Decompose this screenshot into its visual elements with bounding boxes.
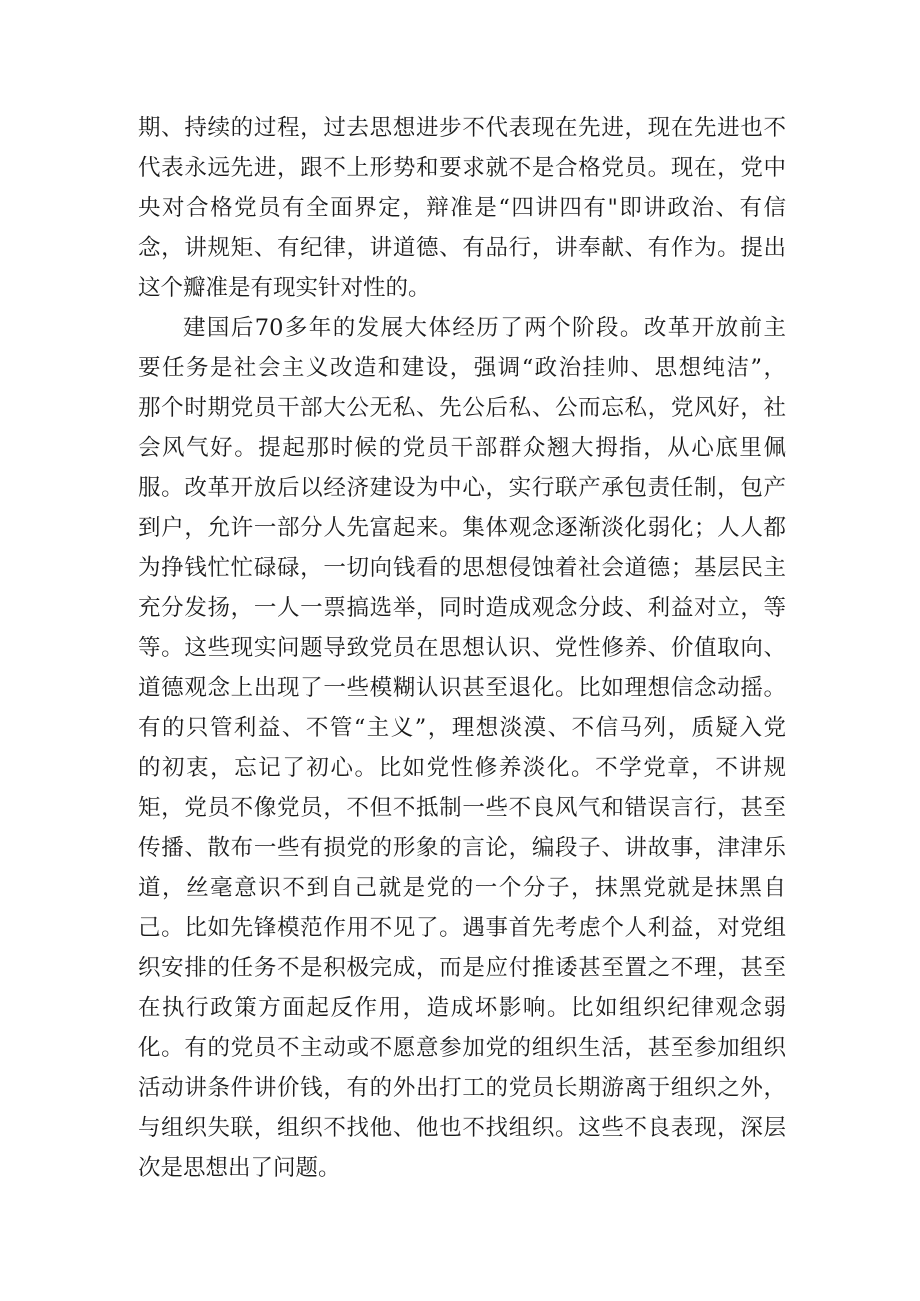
paragraph-1 (138, 108, 786, 308)
text-line: 建国后70多年的发展大体经历了两个阶段。改革开放前主 (183, 315, 786, 341)
text-line: 的初衷，忘记了初心。比如党性修养淡化。不学党章，不讲规 (138, 755, 786, 781)
text-line: 要任务是社会主义改造和建设，强调“政治挂帅、思想纯洁”， (138, 355, 786, 381)
text-line: 有的只管利益、不管“主义”，理想淡漠、不信马列，质疑入党 (138, 715, 786, 741)
text-line: 矩，党员不像党员，不但不抵制一些不良风气和错误言行，甚至 (138, 795, 786, 821)
text-line: 与组织失联，组织不找他、他也不找组织。这些不良表现，深层 (138, 1115, 786, 1141)
text-line: 道，丝毫意识不到自己就是党的一个分子，抹黑党就是抹黑自 (138, 875, 786, 901)
text-line: 化。有的党员不主动或不愿意参加党的组织生活，甚至参加组织 (138, 1035, 786, 1061)
text-line: 期、持续的过程，过去思想进步不代表现在先进，现在先进也不 (138, 115, 786, 141)
paragraph-2 (138, 308, 786, 1188)
text-line: 这个瓣准是有现实针对性的。 (138, 275, 431, 301)
text-line: 会风气好。提起那时候的党员干部群众翘大拇指，从心底里佩 (138, 435, 786, 461)
text-line: 念，讲规矩、有纪律，讲道德、有品行，讲奉献、有作为。提出 (138, 235, 786, 261)
text-line: 代表永远先进，跟不上形势和要求就不是合格党员。现在，党中 (138, 155, 786, 181)
text-line: 次是思想出了问题。 (138, 1155, 341, 1181)
text-line: 等。这些现实问题导致党员在思想认识、党性修养、价值取向、 (138, 635, 786, 661)
text-line: 服。改革开放后以经济建设为中心，实行联产承包责任制，包产 (138, 475, 786, 501)
text-line: 央对合格党员有全面界定，辩准是“四讲四有"即讲政治、有信 (138, 195, 786, 221)
text-line: 为挣钱忙忙碌碌，一切向钱看的思想侵蚀着社会道德；基层民主 (138, 555, 786, 581)
text-line: 在执行政策方面起反作用，造成坏影响。比如组织纪律观念弱 (138, 995, 786, 1021)
text-line: 到户，允许一部分人先富起来。集体观念逐渐淡化弱化；人人都 (138, 515, 786, 541)
text-line: 己。比如先锋模范作用不见了。遇事首先考虑个人利益，对党组 (138, 915, 786, 941)
text-line: 传播、散布一些有损党的形象的言论，编段子、讲故事，津津乐 (138, 835, 786, 861)
text-line: 活动讲条件讲价钱，有的外出打工的党员长期游离于组织之外， (138, 1075, 786, 1101)
text-line: 那个时期党员干部大公无私、先公后私、公而忘私，党风好，社 (138, 395, 786, 421)
text-line: 充分发扬，一人一票搞选举，同时造成观念分歧、利益对立，等 (138, 595, 786, 621)
text-line: 织安排的任务不是积极完成，而是应付推诿甚至置之不理，甚至 (138, 955, 786, 981)
document-page (138, 108, 786, 1188)
text-line: 道德观念上出现了一些模糊认识甚至退化。比如理想信念动摇。 (138, 675, 786, 701)
